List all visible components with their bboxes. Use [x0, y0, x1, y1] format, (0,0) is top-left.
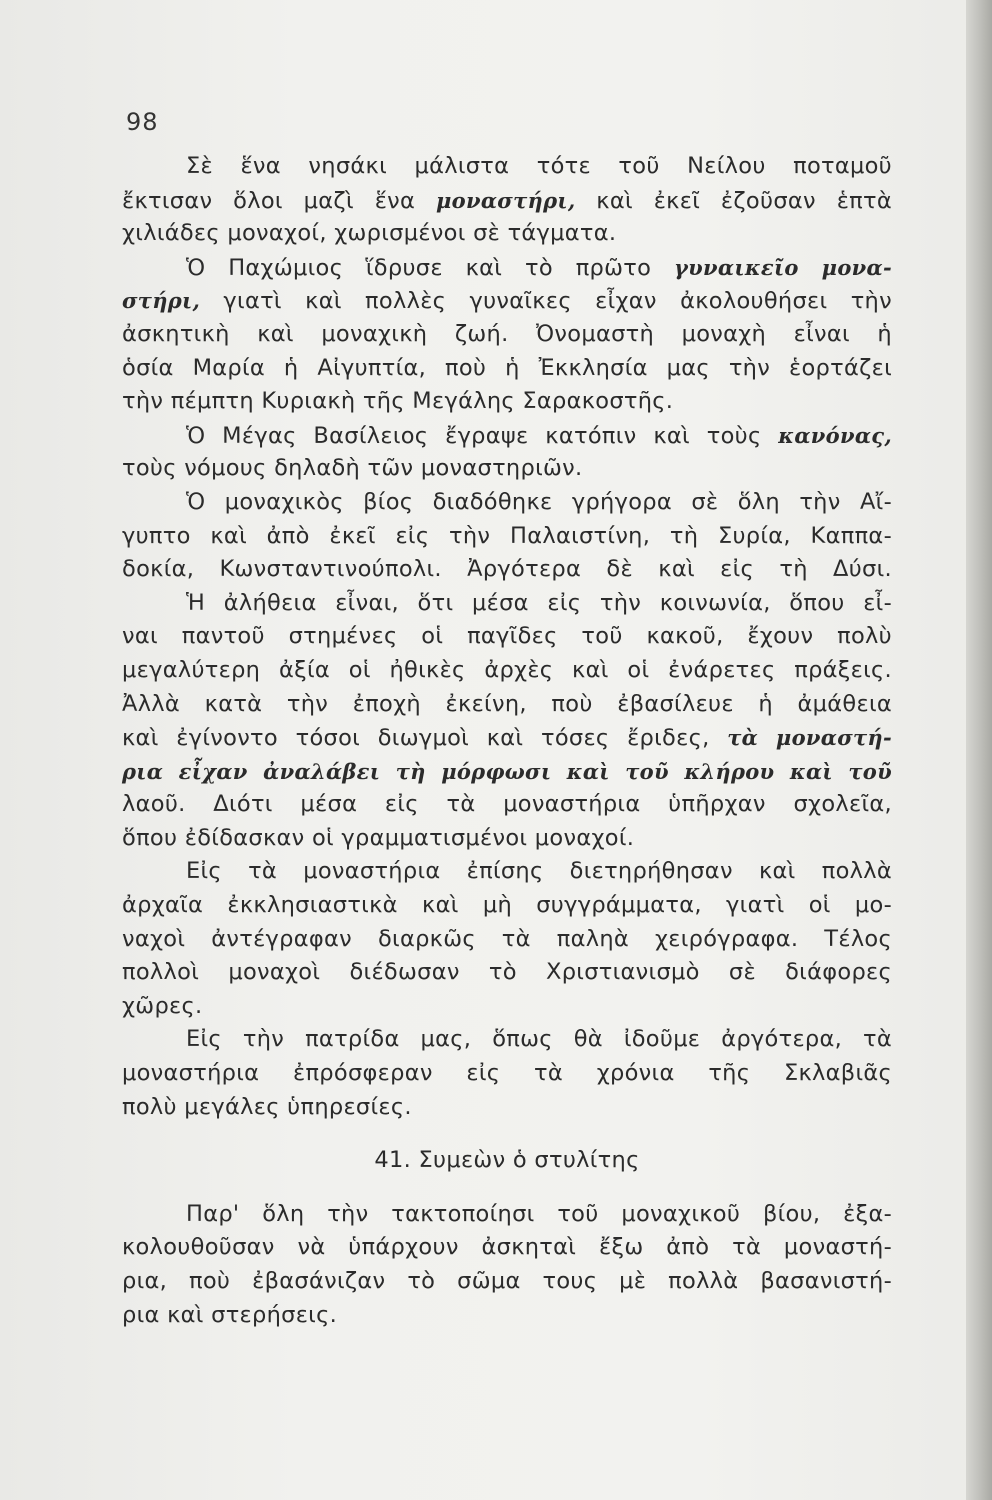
- text-line: ἀρχαῖα ἐκκλησιαστικὰ καὶ μὴ συγγράμματα, γιατὶ οἱ μο-: [122, 892, 892, 919]
- text-line: τοὺς νόμους δηλαδὴ τῶν μοναστηριῶν.: [122, 455, 583, 482]
- text-line: ρια, ποὺ ἐβασάνιζαν τὸ σῶμα τους μὲ πολλὰ βασανιστή-: [122, 1268, 892, 1294]
- text-line: γυπτο καὶ ἀπὸ ἐκεῖ εἰς τὴν Παλαιστίνη, τὴ Συρία, Καππα-: [122, 522, 892, 549]
- text-line: πολὺ μεγάλες ὑπηρεσίες.: [122, 1093, 412, 1120]
- text-line: στήρι, γιατὶ καὶ πολλὲς γυναῖκες εἶχαν ἀκολουθήσει τὴν: [122, 288, 892, 315]
- text-line: Ἡ ἀλήθεια εἶναι, ὅτι μέσα εἰς τὴν κοινωνία, ὅπου εἶ-: [186, 589, 892, 616]
- text-line: Παρ' ὅλη τὴν τακτοποίησι τοῦ μοναχικοῦ βίου, ἐξα-: [186, 1200, 892, 1227]
- text-line: ἀσκητικὴ καὶ μοναχικὴ ζωή. Ὀνομαστὴ μοναχὴ εἶναι ἡ: [122, 320, 892, 347]
- text-line: ὁσία Μαρία ἡ Αἰγυπτία, ποὺ ἡ Ἐκκλησία μας τὴν ἑορτάζει: [122, 354, 892, 381]
- section-gap: [122, 1178, 892, 1198]
- text-line: ὅπου ἐδίδασκαν οἱ γραμματισμένοι μοναχοί.: [122, 824, 635, 851]
- text-line: Εἰς τὰ μοναστήρια ἐπίσης διετηρήθησαν καὶ πολλὰ: [186, 858, 892, 885]
- text-line: μοναστήρια ἐπρόσφεραν εἰς τὰ χρόνια τῆς Σκλαβιᾶς: [122, 1060, 892, 1087]
- text-line: Ὁ Μέγας Βασίλειος ἔγραψε κατόπιν καὶ τοὺς κανόνας,: [186, 422, 892, 449]
- text-line: ἔκτισαν ὅλοι μαζὶ ἕνα μοναστήρι, καὶ ἐκεῖ ἐζοῦσαν ἑπτὰ: [122, 187, 892, 214]
- text-line: Σὲ ἕνα νησάκι μάλιστα τότε τοῦ Νείλου ποταμοῦ: [186, 153, 892, 179]
- text-line: Ἀλλὰ κατὰ τὴν ἐποχὴ ἐκείνη, ποὺ ἐβασίλευε ἡ ἀμάθεια: [122, 690, 892, 717]
- page-edge: [966, 0, 992, 1500]
- text-line: καὶ ἐγίνοντο τόσοι διωγμοὶ καὶ τόσες ἔριδες, τὰ μοναστή-: [122, 725, 892, 752]
- text-line: τὴν πέμπτη Κυριακὴ τῆς Μεγάλης Σαρακοστῆς.: [122, 388, 674, 415]
- text-line: δοκία, Κωνσταντινούπολι. Ἀργότερα δὲ καὶ εἰς τὴ Δύσι.: [122, 556, 892, 583]
- text-line: ρια εἶχαν ἀναλάβει τὴ μόρφωσι καὶ τοῦ κλήρου καὶ τοῦ: [122, 758, 892, 784]
- text-line: πολλοὶ μοναχοὶ διέδωσαν τὸ Χριστιανισμὸ σὲ διάφορες: [122, 959, 892, 986]
- text-block: [122, 150, 892, 1332]
- text-line: ναι παντοῦ στημένες οἱ παγῖδες τοῦ κακοῦ, ἔχουν πολὺ: [122, 623, 892, 650]
- text-line: μεγαλύτερη ἀξία οἱ ἠθικὲς ἀρχὲς καὶ οἱ ἐνάρετες πράξεις.: [122, 656, 892, 683]
- text-line: κολουθοῦσαν νὰ ὑπάρχουν ἀσκηταὶ ἔξω ἀπὸ τὰ μοναστή-: [122, 1234, 892, 1261]
- text-line: ρια καὶ στερήσεις.: [122, 1301, 338, 1328]
- text-line: ναχοὶ ἀντέγραφαν διαρκῶς τὰ παληὰ χειρόγραφα. Τέλος: [122, 925, 892, 952]
- text-line: Εἰς τὴν πατρίδα μας, ὅπως θὰ ἰδοῦμε ἀργότερα, τὰ: [186, 1026, 892, 1053]
- text-line: χιλιάδες μοναχοί, χωρισμένοι σὲ τάγματα.: [122, 220, 617, 247]
- text-line: Ὁ μοναχικὸς βίος διαδόθηκε γρήγορα σὲ ὅλη τὴν Αἴ-: [186, 488, 892, 515]
- text-line: χῶρες.: [122, 992, 203, 1019]
- text-line: Ὁ Παχώμιος ἵδρυσε καὶ τὸ πρῶτο γυναικεῖο μονα-: [186, 254, 893, 281]
- text-line: λαοῦ. Διότι μέσα εἰς τὰ μοναστήρια ὑπῆρχαν σχολεῖα,: [122, 791, 892, 818]
- page-number: 98: [126, 108, 159, 136]
- section-heading: 41. Συμεὼν ὁ στυλίτης: [374, 1147, 640, 1174]
- section-gap: [122, 1124, 892, 1144]
